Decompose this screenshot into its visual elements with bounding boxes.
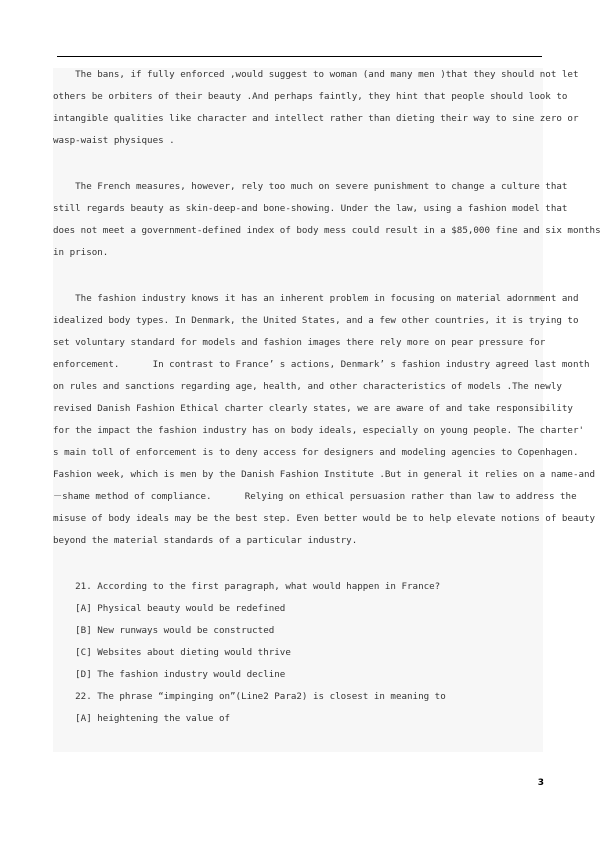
paragraph-2-line: still regards beauty as skin-deep-and bone-showing. Under the law, using a fashion model that	[53, 203, 568, 214]
page-number: 3	[537, 778, 544, 788]
paragraph-1-line: others be orbiters of their beauty .And perhaps faintly, they hint that people should look to	[53, 91, 568, 102]
paragraph-3-line: for the impact the fashion industry has on body ideals, especially on young people. The charter'	[53, 425, 585, 436]
paragraph-3-line: beyond the material standards of a particular industry.	[53, 535, 358, 546]
paragraph-1-line: wasp-waist physiques .	[53, 135, 175, 146]
paragraph-3-line: on rules and sanctions regarding age, health, and other characteristics of models .The newly	[53, 381, 562, 392]
paragraph-3-line: idealized body types. In Denmark, the United States, and a few other countries, it is trying to	[53, 315, 579, 326]
question-22-stem: 22. The phrase “impinging on”(Line2 Para2) is closest in meaning to	[53, 691, 446, 702]
paragraph-2-line: in prison.	[53, 247, 109, 258]
option-a: [A] heightening the value of	[53, 713, 231, 724]
paragraph-3-line: －shame method of compliance. Relying on ethical persuasion rather than law to address the	[53, 491, 577, 502]
paragraph-3-line: The fashion industry knows it has an inherent problem in focusing on material adornment and	[53, 293, 579, 304]
paragraph-2-line: does not meet a government-defined index of body mess could result in a $85,000 fine and six months	[53, 225, 601, 236]
paragraph-1-line: The bans, if fully enforced ,would suggest to woman (and many men )that they should not let	[53, 69, 579, 80]
option-d: [D] The fashion industry would decline	[53, 669, 286, 680]
document-body	[53, 68, 601, 752]
paragraph-3-line: revised Danish Fashion Ethical charter clearly states, we are aware of and take responsibility	[53, 403, 573, 414]
paragraph-3-line: s main toll of enforcement is to deny access for designers and modeling agencies to Copenhagen.	[53, 447, 579, 458]
paragraph-3-line: Fashion week, which is men by the Danish Fashion Institute .But in general it relies on a name-and	[53, 469, 596, 480]
option-a: [A] Physical beauty would be redefined	[53, 603, 286, 614]
paragraph-3-line: set voluntary standard for models and fashion images there rely more on pear pressure for	[53, 337, 546, 348]
paragraph-3-line: enforcement. In contrast to France’ s actions, Denmark’ s fashion industry agreed last month	[53, 359, 590, 370]
option-b: [B] New runways would be constructed	[53, 625, 275, 636]
option-c: [C] Websites about dieting would thrive	[53, 647, 291, 658]
paragraph-1-line: intangible qualities like character and intellect rather than dieting their way to sine zero or	[53, 113, 579, 124]
paragraph-2-line: The French measures, however, rely too much on severe punishment to change a culture that	[53, 181, 568, 192]
question-21-stem: 21. According to the first paragraph, what would happen in France?	[53, 581, 441, 592]
paragraph-3-line: misuse of body ideals may be the best step. Even better would be to help elevate notions of beauty	[53, 513, 596, 524]
header-rule	[57, 56, 542, 57]
